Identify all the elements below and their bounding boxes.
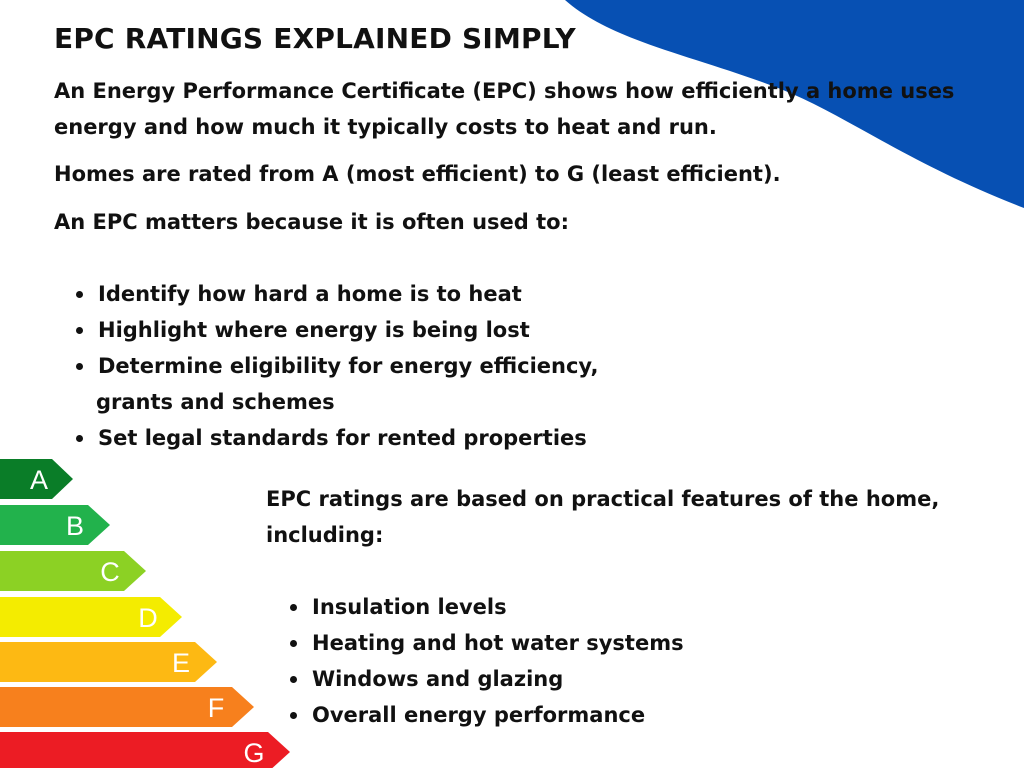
list-item: [74, 312, 598, 348]
epc-band-g: [0, 732, 290, 768]
features-intro-line-2: including:: [266, 523, 384, 547]
epc-band-c: [0, 551, 146, 591]
features-list: [288, 589, 684, 733]
list-item: [288, 625, 684, 661]
list-item: [288, 589, 684, 625]
list-item: [74, 420, 598, 456]
list-item-text: Windows and glazing: [312, 667, 564, 691]
epc-band-c-letter: C: [100, 557, 120, 587]
page-title: EPC RATINGS EXPLAINED SIMPLY: [54, 22, 576, 55]
epc-band-f-letter: F: [207, 693, 225, 723]
epc-band-d-letter: D: [138, 603, 158, 633]
uses-list: [74, 276, 598, 456]
epc-band-a: [0, 459, 73, 499]
epc-band-c-arrow: [0, 551, 146, 591]
epc-band-a-letter: A: [29, 465, 49, 495]
epc-band-g-letter: G: [243, 738, 265, 768]
list-item-text: Overall energy performance: [312, 703, 646, 727]
list-item-text: Identify how hard a home is to heat: [98, 282, 522, 306]
epc-band-b-arrow: [0, 505, 110, 545]
list-item: [74, 276, 598, 312]
uses-intro-paragraph: An EPC matters because it is often used to:: [54, 210, 569, 234]
list-item: [288, 697, 684, 733]
epc-rating-scale: [0, 459, 300, 768]
list-item-text-line-1: Determine eligibility for energy efficiency,: [98, 354, 599, 378]
epc-band-e-letter: E: [171, 648, 191, 678]
epc-band-d: [0, 597, 182, 637]
list-item-text: Set legal standards for rented properties: [98, 426, 587, 450]
list-item-text: Highlight where energy is being lost: [98, 318, 530, 342]
intro-paragraph: [54, 73, 954, 145]
list-item: [74, 348, 598, 420]
list-item: [288, 661, 684, 697]
intro-line-2: energy and how much it typically costs to heat and run.: [54, 115, 717, 139]
epc-band-e: [0, 642, 217, 682]
epc-band-b-letter: B: [65, 511, 85, 541]
rating-range-paragraph: Homes are rated from A (most efficient) to G (least efficient).: [54, 162, 781, 186]
features-intro-paragraph: [266, 481, 939, 553]
list-item-text: Insulation levels: [312, 595, 507, 619]
list-item-text: Heating and hot water systems: [312, 631, 684, 655]
epc-band-f: [0, 687, 254, 727]
features-intro-line-1: EPC ratings are based on practical features of the home,: [266, 487, 940, 511]
epc-band-b: [0, 505, 110, 545]
list-item-text-line-2: grants and schemes: [96, 390, 335, 414]
intro-line-1: An Energy Performance Certificate (EPC) shows how efficiently a home uses: [54, 79, 955, 103]
